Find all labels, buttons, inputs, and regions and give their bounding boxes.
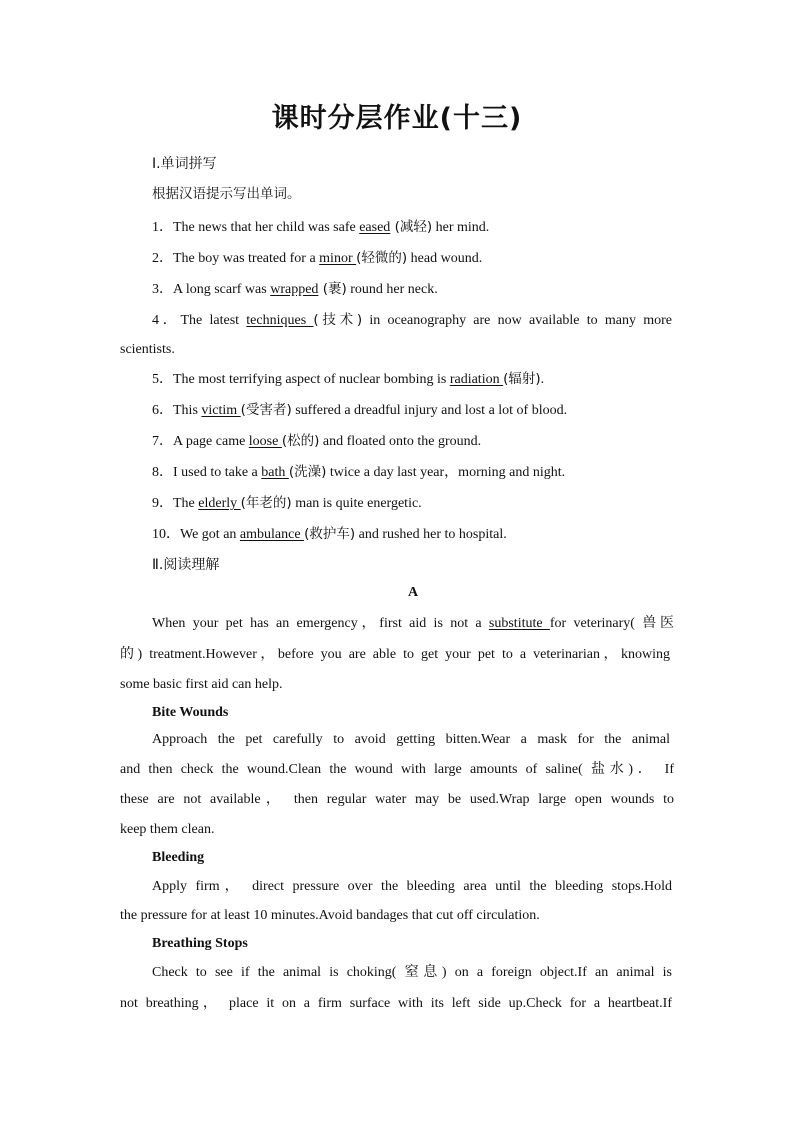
paragraph-line: 的) treatment.However，before you are able to get your pet to a veterinarian，knowing bbox=[120, 647, 670, 662]
item-number: 1． bbox=[152, 220, 173, 235]
passage-label: A bbox=[407, 585, 419, 600]
answer-word: eased bbox=[359, 220, 391, 235]
paragraph-line: keep them clean. bbox=[120, 822, 215, 837]
answer-word: victim bbox=[201, 403, 241, 418]
paragraph-line: some basic first aid can help. bbox=[120, 677, 283, 692]
paragraph-line: When your pet has an emergency，first aid is not a substitute for veterinary( 兽医 bbox=[152, 616, 674, 631]
section2-heading: Ⅱ.阅读理解 bbox=[152, 557, 220, 573]
item-number: 5． bbox=[152, 372, 173, 387]
subheading-bleeding: Bleeding bbox=[152, 850, 205, 865]
page-title: 课时分层作业(十三) bbox=[271, 103, 523, 134]
answer-word: bath bbox=[261, 465, 289, 480]
subheading-breathing-stops: Breathing Stops bbox=[152, 936, 248, 951]
item-number: 10． bbox=[152, 527, 180, 542]
list-item: 7．A page came loose (松的) and floated onto the ground. bbox=[152, 433, 482, 449]
item-number: 3． bbox=[152, 282, 173, 297]
list-item: 3．A long scarf was wrapped (裹) round her neck. bbox=[152, 281, 438, 297]
answer-word: substitute bbox=[488, 616, 550, 631]
paragraph-line: the pressure for at least 10 minutes.Avoid bandages that cut off circulation. bbox=[120, 908, 540, 923]
paragraph-line: Check to see if the animal is choking( 窒息) on a foreign object.If an animal is bbox=[152, 965, 672, 980]
paragraph-line: not breathing， place it on a firm surface with its left side up.Check for a heartbeat.If bbox=[120, 996, 672, 1011]
list-item: 1．The news that her child was safe eased (减轻) her mind. bbox=[152, 219, 490, 235]
answer-word: techniques bbox=[246, 313, 314, 328]
item-number: 9． bbox=[152, 496, 173, 511]
answer-word: minor bbox=[319, 251, 357, 266]
paragraph-line: Apply firm， direct pressure over the bleeding area until the bleeding stops.Hold bbox=[152, 879, 672, 894]
section1-heading: Ⅰ.单词拼写 bbox=[152, 156, 217, 172]
paragraph-line: these are not available， then regular water may be used.Wrap large open wounds to bbox=[120, 792, 674, 807]
list-item-continuation: scientists. bbox=[120, 342, 175, 357]
item-number: 4． bbox=[152, 313, 181, 328]
list-item: 5．The most terrifying aspect of nuclear bombing is radiation (辐射). bbox=[152, 371, 545, 387]
answer-word: elderly bbox=[198, 496, 241, 511]
item-number: 6． bbox=[152, 403, 173, 418]
list-item: 9．The elderly (年老的) man is quite energetic. bbox=[152, 495, 422, 511]
list-item: 6．This victim (受害者) suffered a dreadful injury and lost a lot of blood. bbox=[152, 402, 568, 418]
list-item: 10．We got an ambulance (救护车) and rushed her to hospital. bbox=[152, 526, 507, 542]
item-number: 8． bbox=[152, 465, 173, 480]
answer-word: wrapped bbox=[270, 282, 319, 297]
section1-instruction: 根据汉语提示写出单词。 bbox=[152, 186, 301, 202]
paragraph-line: Approach the pet carefully to avoid getting bitten.Wear a mask for the animal bbox=[152, 732, 670, 747]
list-item: 8．I used to take a bath (洗澡) twice a day last year，morning and night. bbox=[152, 464, 566, 480]
answer-word: ambulance bbox=[239, 527, 305, 542]
item-number: 2． bbox=[152, 251, 173, 266]
list-item: 2．The boy was treated for a minor (轻微的) head wound. bbox=[152, 250, 483, 266]
answer-word: loose bbox=[248, 434, 282, 449]
item-number: 7． bbox=[152, 434, 173, 449]
list-item: 4．The latest techniques (技术) in oceanography are now available to many more bbox=[152, 312, 672, 328]
subheading-bite-wounds: Bite Wounds bbox=[152, 705, 229, 720]
paragraph-line: and then check the wound.Clean the wound with large amounts of saline( 盐水)． If bbox=[120, 762, 674, 777]
answer-word: radiation bbox=[449, 372, 504, 387]
